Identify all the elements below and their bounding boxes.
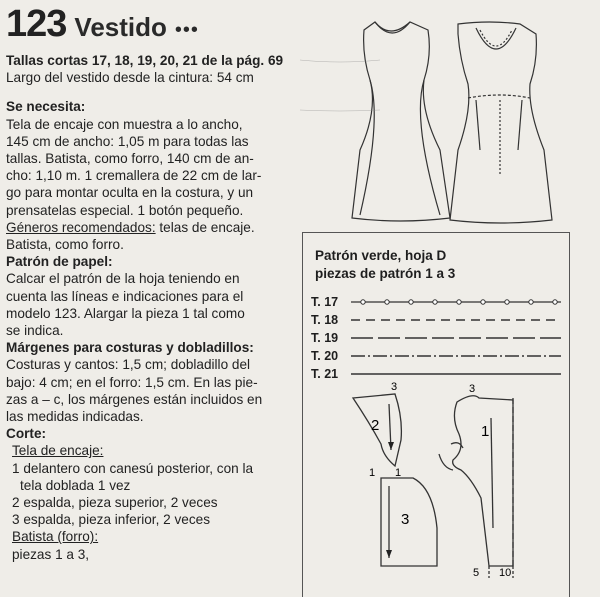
corte-heading: Corte: [6, 426, 47, 442]
back-keyhole [476, 28, 516, 49]
header [6, 2, 199, 46]
patron-papel-line: cuenta las líneas e indicaciones para el [6, 288, 244, 304]
mark-3-piece1: 3 [469, 383, 476, 395]
back-dart-left [476, 100, 480, 150]
size-legend [311, 293, 561, 383]
se-necesita-line: cho: 1,10 m. 1 cremallera de 22 cm de lar- [6, 168, 262, 184]
size-label: T. 18 [311, 313, 339, 327]
size-label: T. 21 [311, 367, 339, 381]
se-necesita-line: go para montar oculta en la costura, y un [6, 185, 254, 201]
piece-1-label: 1 [481, 423, 490, 440]
mark-1-left: 1 [369, 467, 376, 479]
intro-sizes: Tallas cortas 17, 18, 19, 20, 21 de la pág. 69 [6, 53, 284, 68]
margenes-heading: Márgenes para costuras y dobladillos: [6, 340, 254, 356]
line-style-dash-dot [351, 351, 561, 361]
batista-line: piezas 1 a 3, [12, 546, 90, 562]
size-row [311, 293, 561, 311]
tela-line: 2 espalda, pieza superior, 2 veces [12, 495, 218, 511]
line-style-long-dash [351, 333, 561, 343]
piece-1-grainline [491, 418, 493, 528]
se-necesita-line: 145 cm de ancho: 1,05 m para todas las [6, 133, 249, 149]
margenes-line: bajo: 4 cm; en el forro: 1,5 cm. En las pie- [6, 374, 258, 390]
line-style-dashed [351, 315, 561, 325]
intro-length: Largo del vestido desde la cintura: 54 cm [6, 70, 254, 86]
tela-label: Tela de encaje: [12, 443, 104, 459]
panel-title-line-1: Patrón verde, hoja D [315, 248, 447, 263]
back-waist [468, 95, 530, 98]
line-style-dot-dash [351, 297, 561, 307]
generos-text: telas de encaje. [155, 219, 255, 235]
piece-1-outline [453, 396, 513, 566]
patron-papel-heading: Patrón de papel: [6, 254, 113, 270]
se-necesita-line: Tela de encaje con muestra a lo ancho, [6, 116, 243, 132]
se-necesita-line: tallas. Batista, como forro, 140 cm de an- [6, 151, 254, 167]
size-label: T. 20 [311, 349, 339, 363]
patron-papel-line: modelo 123. Alargar la pieza 1 tal como [6, 305, 245, 321]
instructions-column [6, 52, 298, 563]
patron-papel-line: Calcar el patrón de la hoja teniendo en [6, 271, 240, 287]
size-label: T. 17 [311, 295, 339, 309]
difficulty-dots: ••• [174, 19, 199, 41]
model-title: Vestido [74, 12, 167, 42]
se-necesita-heading: Se necesita: [6, 99, 86, 115]
batista-label: Batista (forro): [12, 529, 99, 545]
size-label: T. 19 [311, 331, 339, 345]
pattern-pieces-drawing [303, 378, 571, 597]
size-row [311, 347, 561, 365]
patron-papel-line: se indica. [6, 323, 64, 339]
margenes-line: las medidas indicadas. [6, 409, 144, 425]
piece-2-label: 2 [371, 417, 380, 434]
tela-line: 3 espalda, pieza inferior, 2 veces [12, 512, 210, 528]
size-row [311, 329, 561, 347]
pattern-panel [302, 232, 570, 597]
generos-line-2: Batista, como forro. [6, 237, 124, 253]
piece-3-label: 3 [401, 511, 410, 528]
mark-1-right: 1 [395, 467, 402, 479]
front-dress-outline [352, 22, 450, 221]
margenes-line: zas a – c, los márgenes están incluidos en [6, 391, 263, 407]
tela-line: 1 delantero con canesú posterior, con la [12, 460, 254, 476]
generos-label: Géneros recomendados: [6, 219, 156, 235]
tela-line: tela doblada 1 vez [20, 477, 131, 493]
back-dress-outline [450, 22, 552, 223]
generos-line [6, 219, 298, 236]
panel-title [315, 247, 455, 282]
dress-illustration [300, 0, 600, 240]
dress-sketches [300, 0, 600, 240]
model-number: 123 [6, 3, 67, 45]
back-keyhole-inner [480, 30, 512, 46]
mark-3-top: 3 [391, 381, 398, 393]
back-dart-right [518, 100, 522, 150]
margenes-line: Costuras y cantos: 1,5 cm; dobladillo del [6, 357, 251, 373]
mark-5: 5 [473, 567, 480, 579]
size-row [311, 311, 561, 329]
se-necesita-line: prensatelas especial. 1 botón pequeño. [6, 202, 244, 218]
mark-10: 10 [499, 567, 512, 579]
panel-title-line-2: piezas de patrón 1 a 3 [315, 265, 456, 281]
pattern-pieces [303, 378, 571, 597]
